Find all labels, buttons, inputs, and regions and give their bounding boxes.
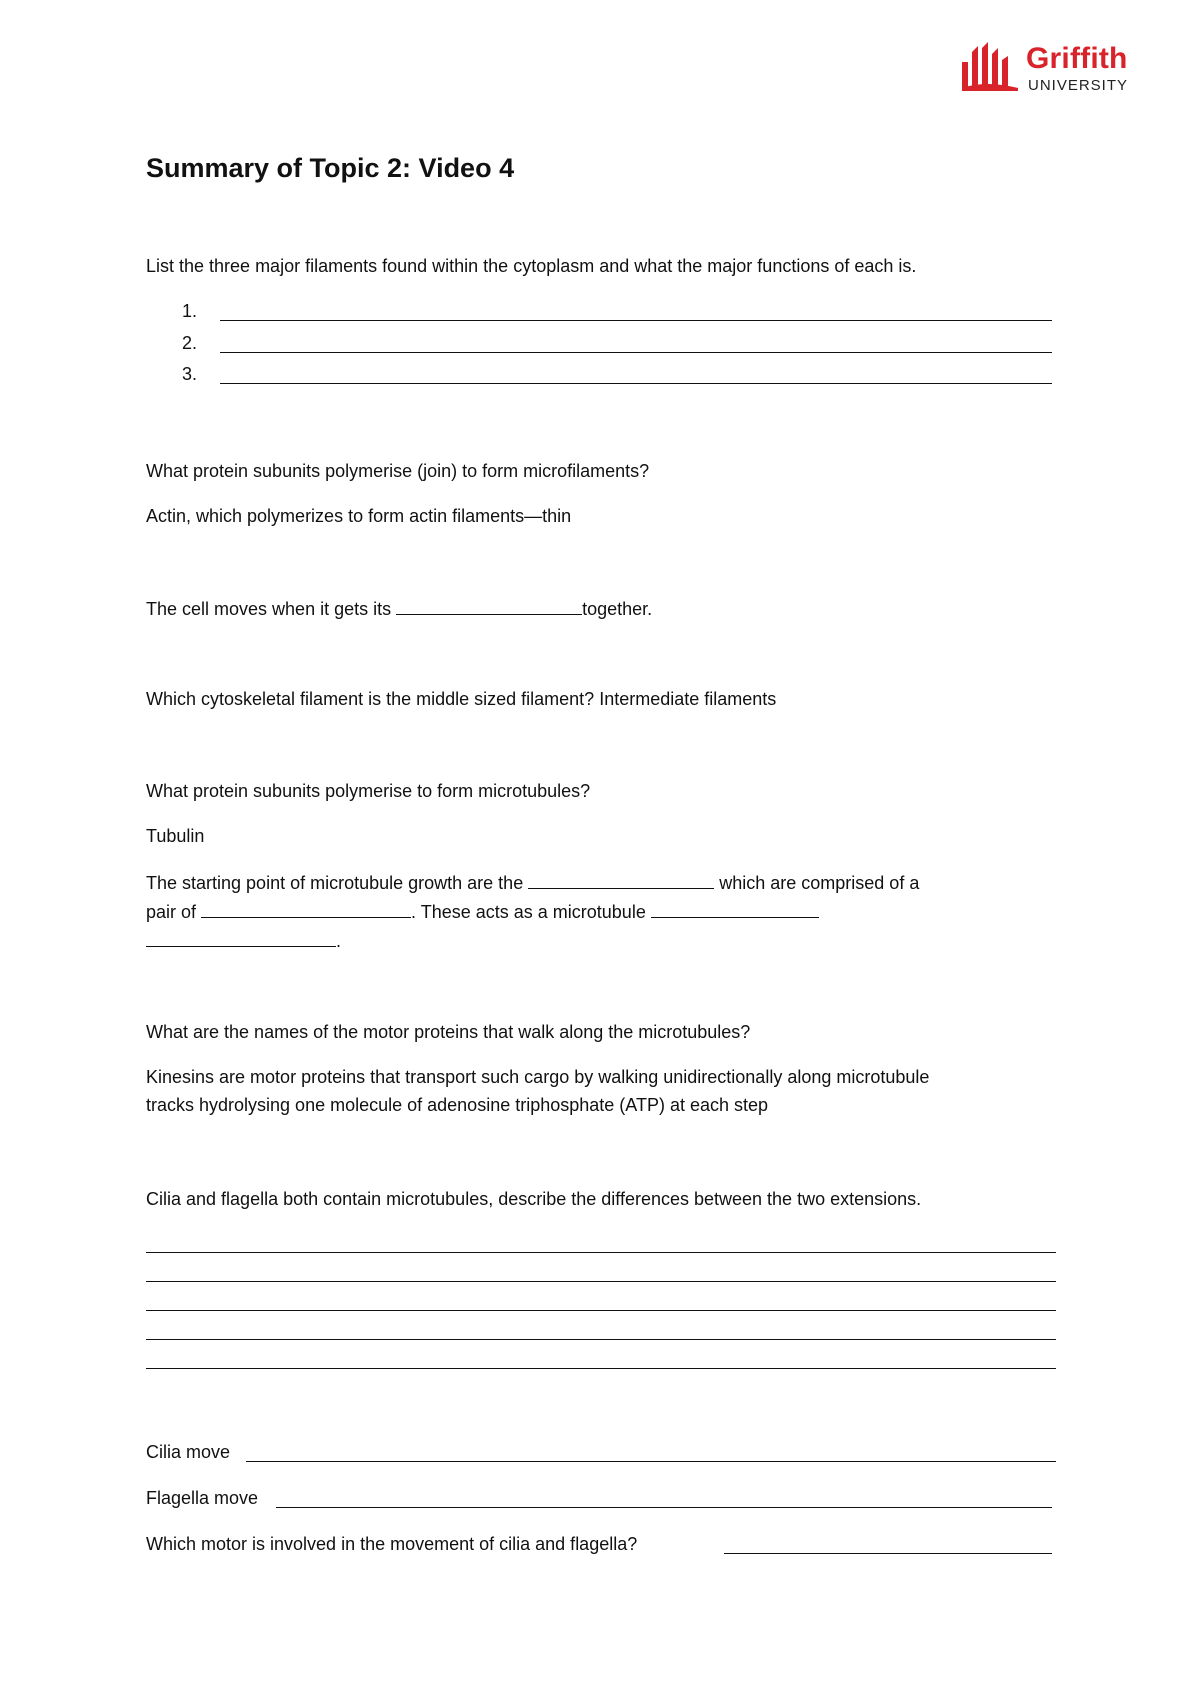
answer-line-d[interactable]	[146, 1339, 1056, 1340]
list-number-2: 2.	[182, 333, 198, 353]
question-filaments: List the three major filaments found within the cytoplasm and what the major functions of each is.	[146, 256, 917, 276]
question-cell-moves	[146, 597, 652, 620]
flagella-move-blank[interactable]	[276, 1507, 1052, 1508]
answer-tubulin: Tubulin	[146, 826, 205, 846]
mtoc-text-5: .	[336, 931, 342, 951]
mtoc-line-1	[146, 871, 919, 894]
griffith-university-logo	[960, 40, 1160, 100]
question-motor-proteins: What are the names of the motor proteins that walk along the microtubules?	[146, 1022, 751, 1042]
answer-kinesins-2: tracks hydrolysing one molecule of adenosine triphosphate (ATP) at each step	[146, 1095, 769, 1115]
answer-line-1[interactable]	[220, 320, 1052, 321]
cilia-move-label: Cilia move	[146, 1442, 231, 1462]
page-title: Summary of Topic 2: Video 4	[146, 153, 515, 183]
question-cilia-flagella: Cilia and flagella both contain microtubules, describe the differences between the two extensions.	[146, 1189, 922, 1209]
answer-line-b[interactable]	[146, 1281, 1056, 1282]
mtoc-text-1: The starting point of microtubule growth are the	[146, 873, 524, 893]
mtoc-line-2	[146, 900, 819, 923]
mtoc-text-4: . These acts as a microtubule	[411, 902, 646, 922]
answer-line-c[interactable]	[146, 1310, 1056, 1311]
mtoc-blank-1[interactable]	[528, 871, 714, 889]
mtoc-blank-2[interactable]	[201, 900, 411, 918]
mtoc-blank-4[interactable]	[146, 929, 336, 947]
question-microfilaments: What protein subunits polymerise (join) to form microfilaments?	[146, 461, 650, 481]
mtoc-text-3: pair of	[146, 902, 197, 922]
griffith-flame-icon	[960, 40, 1022, 92]
cell-moves-text: The cell moves when it gets its	[146, 599, 392, 619]
cell-moves-blank[interactable]	[396, 597, 582, 615]
answer-line-a[interactable]	[146, 1252, 1056, 1253]
list-number-3: 3.	[182, 364, 198, 384]
answer-kinesins-1: Kinesins are motor proteins that transport such cargo by walking unidirectionally along microtubule	[146, 1067, 930, 1087]
motor-question: Which motor is involved in the movement of cilia and flagella?	[146, 1534, 638, 1554]
question-microtubules: What protein subunits polymerise to form microtubules?	[146, 781, 591, 801]
logo-wordmark: Griffith	[1026, 42, 1128, 75]
question-middle-filament: Which cytoskeletal filament is the middle sized filament? Intermediate filaments	[146, 689, 777, 709]
flagella-move-label: Flagella move	[146, 1488, 259, 1508]
mtoc-text-2: which are comprised of a	[719, 873, 920, 893]
list-number-1: 1.	[182, 301, 198, 321]
answer-line-2[interactable]	[220, 352, 1052, 353]
logo-subtitle: UNIVERSITY	[1028, 77, 1129, 94]
answer-line-e[interactable]	[146, 1368, 1056, 1369]
mtoc-line-3	[146, 929, 341, 952]
motor-blank[interactable]	[724, 1553, 1052, 1554]
cilia-move-blank[interactable]	[246, 1461, 1056, 1462]
answer-line-3[interactable]	[220, 383, 1052, 384]
mtoc-blank-3[interactable]	[651, 900, 819, 918]
answer-microfilaments: Actin, which polymerizes to form actin filaments—thin	[146, 506, 572, 526]
cell-moves-end: together.	[582, 599, 653, 619]
